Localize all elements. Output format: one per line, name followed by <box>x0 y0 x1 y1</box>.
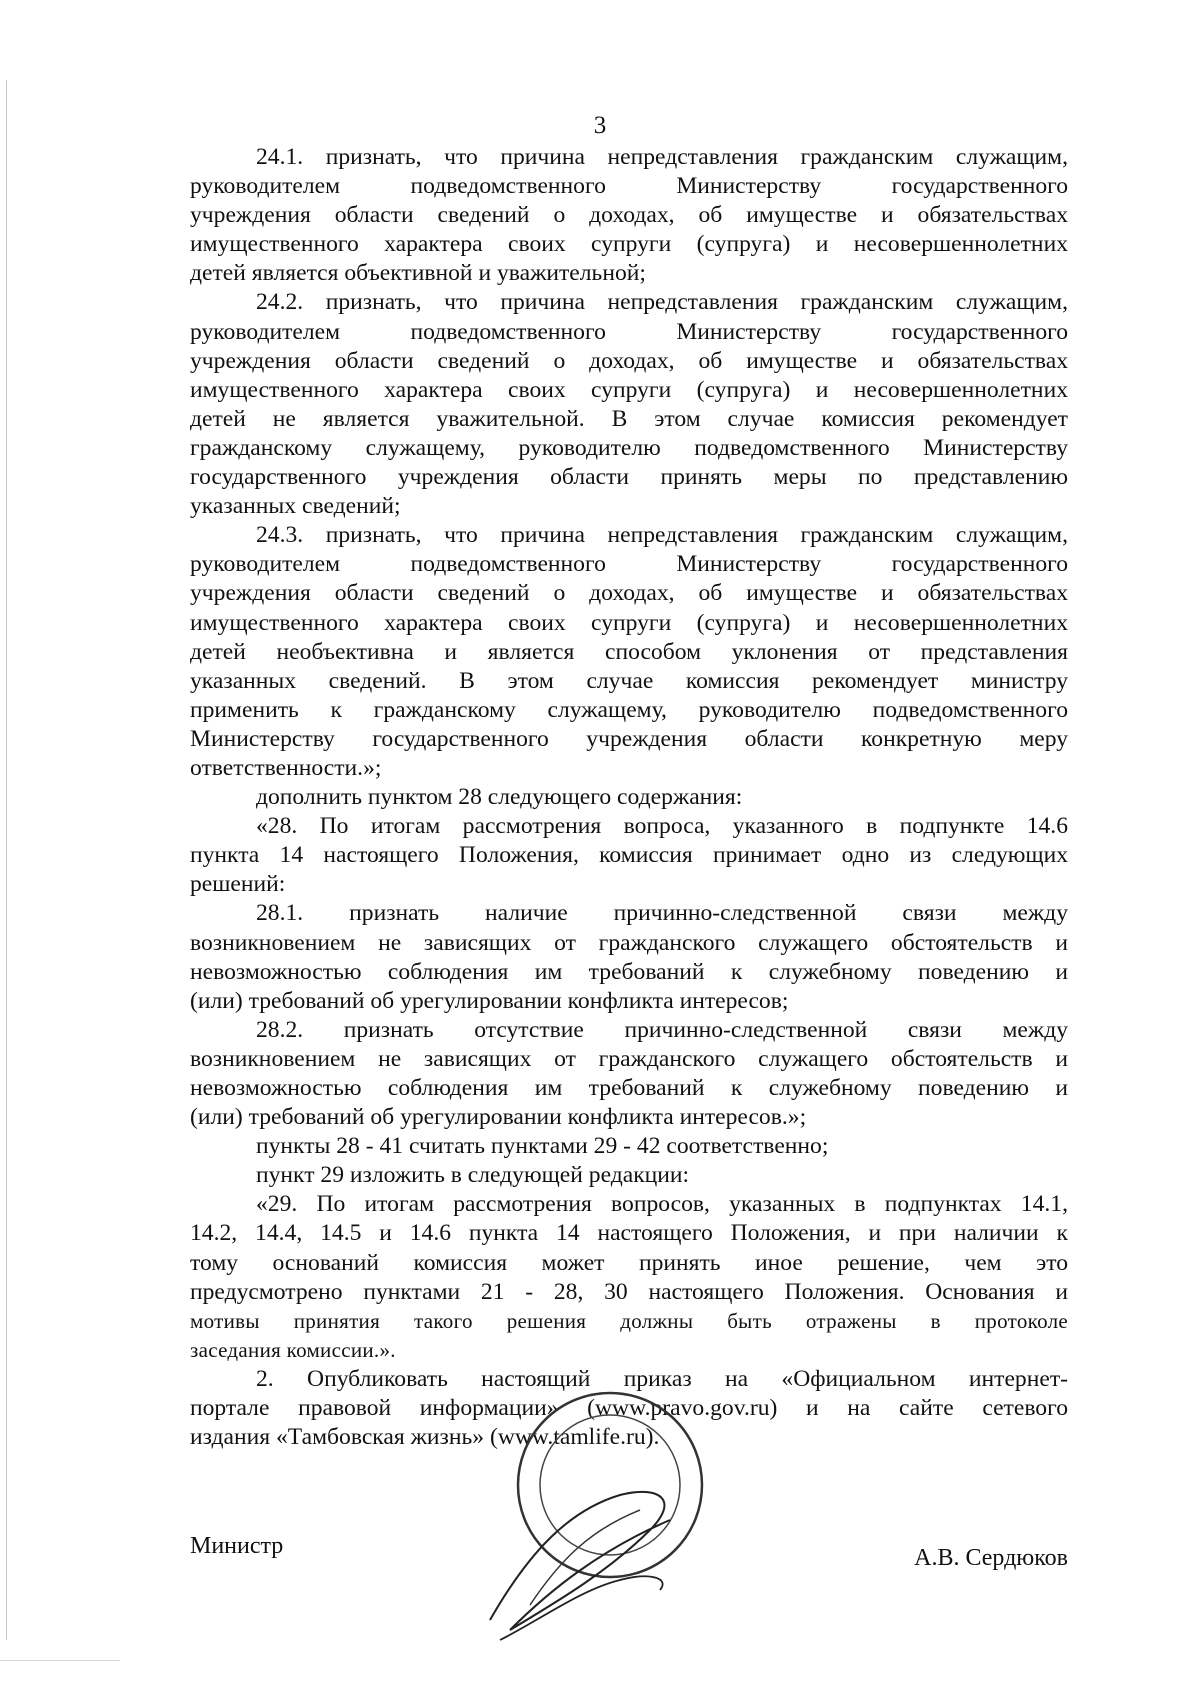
text-line: гражданскому служащему, руководителю подведомственного Министерству <box>190 434 1068 461</box>
paragraph <box>190 521 1068 783</box>
text-line: Министерству государственного учреждения области конкретную меру <box>190 725 1068 752</box>
text-line: детей не является уважительной. В этом случае комиссия рекомендует <box>190 405 1068 432</box>
text-line: указанных сведений. В этом случае комиссия рекомендует министру <box>190 667 1068 694</box>
scan-bottom-line <box>0 1660 120 1661</box>
text-line-last: указанных сведений; <box>190 493 401 520</box>
paragraph <box>190 1132 1068 1161</box>
text-line: невозможностью соблюдения им требований к служебному поведению и <box>190 1075 1068 1101</box>
text-line: пункта 14 настоящего Положения, комиссия принимает одно из следующих <box>190 842 1068 869</box>
paragraph <box>190 1190 1068 1365</box>
text-line-last: издания «Тамбовская жизнь» (www.tamlife.ru). <box>190 1424 660 1451</box>
text-line: государственного учреждения области принять меры по представлению <box>190 464 1068 491</box>
text-line: 14.2, 14.4, 14.5 и 14.6 пункта 14 настоящего Положения, и при наличии к <box>190 1220 1068 1247</box>
text-line: портале правовой информации» (www.pravo.gov.ru) и на сайте сетевого <box>190 1395 1068 1422</box>
text-line: 24.3. признать, что причина непредставления гражданским служащим, <box>256 522 1068 549</box>
text-line: невозможностью соблюдения им требований к служебному поведению и <box>190 958 1068 985</box>
text-line-last: решений: <box>190 871 286 898</box>
paragraph <box>190 899 1068 1015</box>
text-line: учреждения области сведений о доходах, об имуществе и обязательствах <box>190 347 1068 374</box>
paragraph <box>190 783 1068 812</box>
text-line: детей необъективна и является способом уклонения от представления <box>190 638 1068 665</box>
paragraph <box>190 288 1068 521</box>
text-line: учреждения области сведений о доходах, об имуществе и обязательствах <box>190 580 1068 607</box>
text-line: возникновением не зависящих от гражданского служащего обстоятельств и <box>190 1045 1068 1072</box>
text-line-last: детей является объективной и уважительной; <box>190 260 646 287</box>
scan-edge-line <box>6 80 7 1640</box>
text-line: 28.1. признать наличие причинно-следственной связи между <box>256 900 1068 927</box>
text-line-last: пункты 28 - 41 считать пунктами 29 - 42 соответственно; <box>256 1133 829 1160</box>
paragraph <box>190 1016 1068 1132</box>
signer-position: Министр <box>190 1533 284 1559</box>
text-line: руководителем подведомственного Министерству государственного <box>190 551 1068 578</box>
text-line: «28. По итогам рассмотрения вопроса, указанного в подпункте 14.6 <box>256 813 1068 840</box>
paragraph <box>190 812 1068 899</box>
text-line: предусмотрено пунктами 21 - 28, 30 настоящего Положения. Основания и <box>190 1278 1068 1305</box>
paragraph <box>190 1161 1068 1190</box>
text-line-last: (или) требований об урегулировании конфликта интересов; <box>190 987 789 1014</box>
text-line: 24.1. признать, что причина непредставления гражданским служащим, <box>256 144 1068 170</box>
text-line: «29. По итогам рассмотрения вопросов, указанных в подпунктах 14.1, <box>256 1191 1068 1218</box>
signer-name: А.В. Сердюков <box>914 1545 1068 1571</box>
text-line: применить к гражданскому служащему, руководителю подведомственного <box>190 696 1068 723</box>
text-line-last: дополнить пунктом 28 следующего содержания: <box>256 784 743 811</box>
text-line-last: (или) требований об урегулировании конфликта интересов.»; <box>190 1104 807 1131</box>
page-number: 3 <box>593 112 607 139</box>
text-line: возникновением не зависящих от гражданского служащего обстоятельств и <box>190 929 1068 956</box>
text-line-last: ответственности.»; <box>190 754 382 781</box>
text-line: мотивы принятия такого решения должны быть отражены в протоколе <box>190 1308 1068 1333</box>
text-line: 28.2. признать отсутствие причинно-следственной связи между <box>256 1016 1068 1043</box>
text-line: 2. Опубликовать настоящий приказ на «Официальном интернет- <box>256 1365 1068 1392</box>
text-line: руководителем подведомственного Министерству государственного <box>190 173 1068 200</box>
official-stamp-with-signature <box>470 1390 710 1650</box>
text-line: тому оснований комиссия может принять иное решение, чем это <box>190 1249 1068 1276</box>
text-line: 24.2. признать, что причина непредставления гражданским служащим, <box>256 289 1068 316</box>
signature-block <box>190 1533 1068 1573</box>
document-body <box>190 143 1068 1452</box>
text-line-last: пункт 29 изложить в следующей редакции: <box>256 1162 690 1189</box>
text-line: имущественного характера своих супруги (супруга) и несовершеннолетних <box>190 609 1068 636</box>
text-line: учреждения области сведений о доходах, об имуществе и обязательствах <box>190 202 1068 229</box>
paragraph <box>190 143 1068 288</box>
text-line: руководителем подведомственного Министерству государственного <box>190 318 1068 345</box>
text-line: имущественного характера своих супруги (супруга) и несовершеннолетних <box>190 231 1068 258</box>
text-line: имущественного характера своих супруги (супруга) и несовершеннолетних <box>190 376 1068 403</box>
text-line-last: заседания комиссии.». <box>190 1337 396 1362</box>
